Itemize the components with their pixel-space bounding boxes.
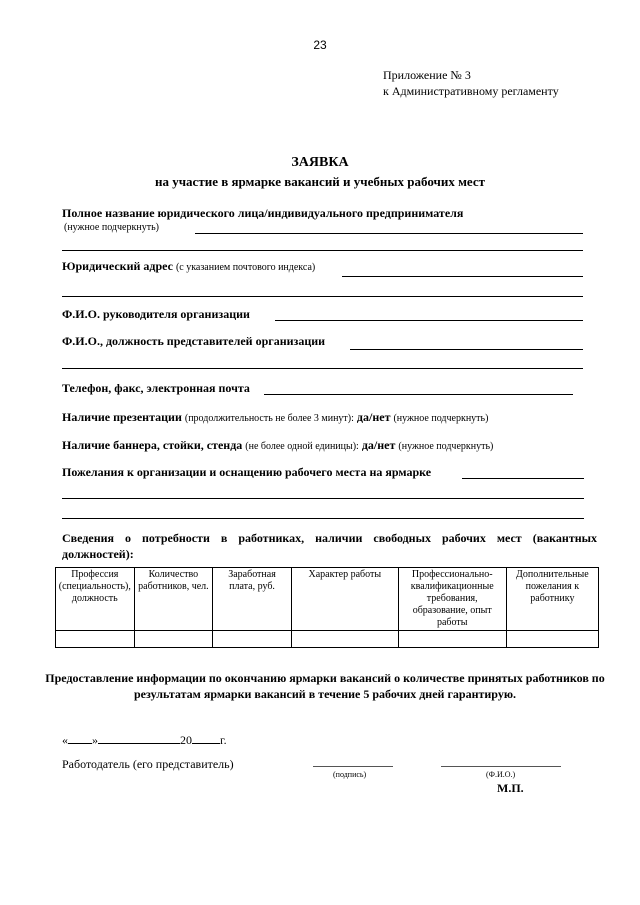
date-open-quote: « [62, 733, 68, 747]
legal-address-label: Юридический адрес [62, 259, 173, 273]
signature-line[interactable] [313, 766, 393, 767]
banner-note: (нужное подчеркнуть) [398, 441, 494, 452]
day-blank[interactable] [68, 743, 92, 744]
org-name-line-1[interactable] [195, 233, 583, 234]
column-header: Дополнительные пожелания к работнику [506, 568, 598, 631]
contacts-line[interactable] [264, 394, 573, 395]
legal-address-row [62, 259, 315, 274]
banner-label: Наличие баннера, стойки, стенда [62, 438, 243, 452]
reps-name-line-1[interactable] [350, 349, 583, 350]
column-header: Профессионально-квалификационные требования, образование, опыт работы [398, 568, 506, 631]
table-cell[interactable] [291, 631, 398, 648]
wishes-line-2[interactable] [62, 498, 584, 499]
table-cell[interactable] [506, 631, 598, 648]
org-name-line-2[interactable] [62, 250, 583, 251]
name-line[interactable] [441, 766, 561, 767]
reps-name-line-2[interactable] [62, 368, 583, 369]
wishes-line-3[interactable] [62, 518, 584, 519]
year-suffix: г. [220, 733, 227, 747]
table-cell[interactable] [398, 631, 506, 648]
page-number: 23 [313, 38, 327, 52]
reps-name-label: Ф.И.О., должность представителей организации [62, 334, 326, 348]
presentation-note: (нужное подчеркнуть) [393, 413, 489, 424]
column-header: Заработная плата, руб. [213, 568, 292, 631]
head-name-line[interactable] [275, 320, 583, 321]
column-header: Количество работников, чел. [134, 568, 213, 631]
table-row [56, 631, 599, 648]
year-prefix: 20 [180, 733, 192, 747]
wishes-label: Пожелания к организации и оснащению рабочего места на ярмарке [62, 465, 432, 479]
banner-choice[interactable]: да/нет [361, 438, 396, 452]
employer-label: Работодатель (его представитель) [62, 757, 234, 771]
legal-address-line-2[interactable] [62, 296, 583, 297]
vacancies-table [55, 567, 599, 648]
date-close-quote: » [92, 733, 98, 747]
banner-hint: (не более одной единицы): [245, 441, 359, 452]
presentation-hint: (продолжительность не более 3 минут): [184, 413, 354, 424]
presentation-label: Наличие презентации [62, 410, 182, 424]
document-title: ЗАЯВКА [291, 155, 349, 170]
guarantee-statement: Предоставление информации по окончанию ярмарки вакансий о количестве принятых работников по результатам ярмарки вакансий в течение 5 рабочих дней гарантирую. [45, 671, 605, 701]
appendix-line-2: к Административному регламенту [383, 84, 559, 98]
table-cell[interactable] [213, 631, 292, 648]
column-header: Профессия (специальность), должность [56, 568, 135, 631]
signature-caption: (подпись) [333, 770, 367, 779]
appendix-line-1: Приложение № 3 [383, 68, 471, 82]
wishes-line-1[interactable] [462, 478, 584, 479]
banner-row [62, 438, 493, 453]
org-name-hint: (нужное подчеркнуть) [64, 222, 159, 233]
date-line [62, 733, 227, 748]
legal-address-hint: (с указанием почтового индекса) [175, 262, 316, 273]
head-name-label: Ф.И.О. руководителя организации [62, 307, 250, 321]
table-cell[interactable] [134, 631, 213, 648]
column-header: Характер работы [291, 568, 398, 631]
contacts-label: Телефон, факс, электронная почта [62, 381, 250, 395]
name-caption: (Ф.И.О.) [486, 770, 516, 779]
legal-address-line-1[interactable] [342, 276, 583, 277]
table-cell[interactable] [56, 631, 135, 648]
year-blank[interactable] [192, 743, 220, 744]
presentation-row [62, 410, 488, 425]
presentation-choice[interactable]: да/нет [356, 410, 391, 424]
table-header-row [56, 568, 599, 631]
seal-label: М.П. [497, 781, 524, 795]
document-subtitle: на участие в ярмарке вакансий и учебных рабочих мест [154, 174, 486, 189]
month-blank[interactable] [98, 743, 180, 744]
org-name-label: Полное название юридического лица/индивидуального предпринимателя [62, 206, 464, 220]
vacancies-heading: Сведения о потребности в работниках, наличии свободных рабочих мест (вакантных должностей): [62, 531, 597, 561]
